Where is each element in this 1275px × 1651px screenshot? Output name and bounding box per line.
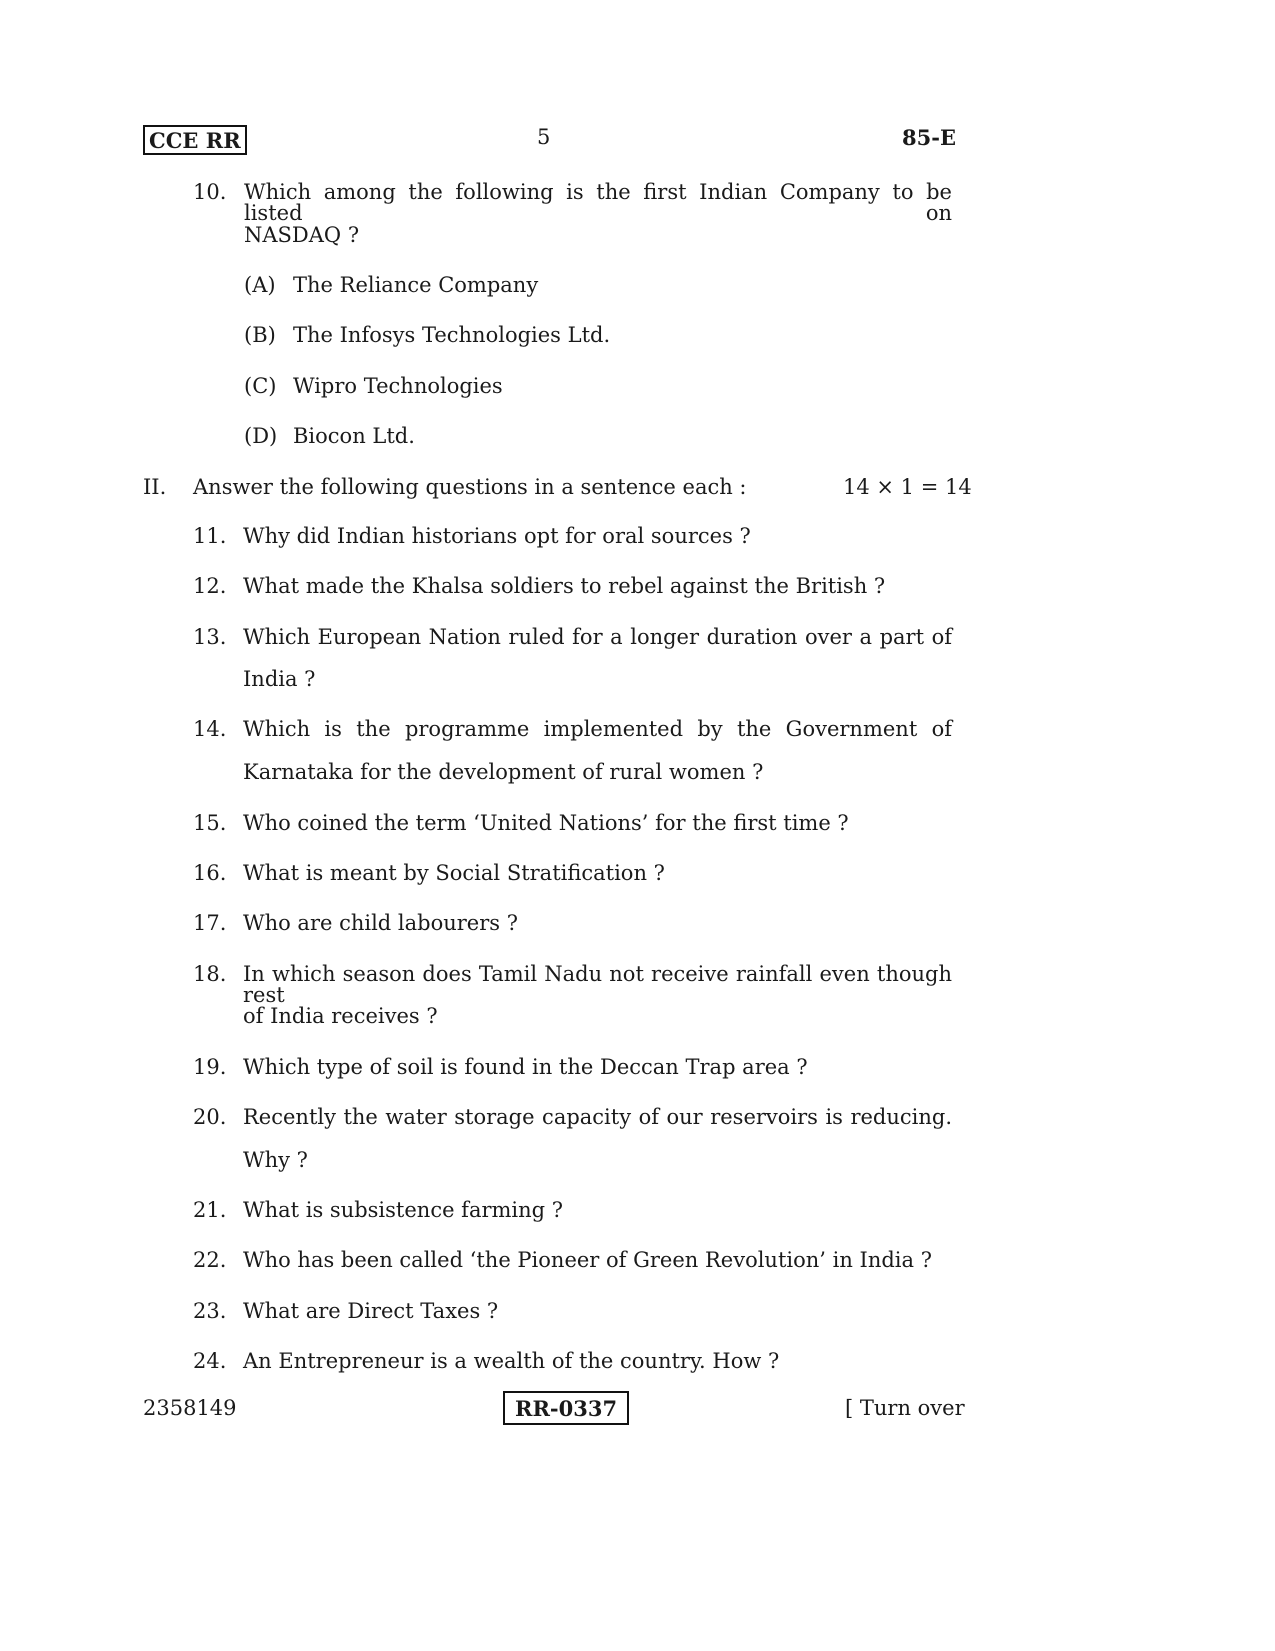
question-number: 17. xyxy=(193,911,227,935)
question-number: 13. xyxy=(193,625,227,649)
paper-code: 85-E xyxy=(902,125,956,150)
option-text-b: The Infosys Technologies Ltd. xyxy=(293,323,611,347)
option-label-a: (A) xyxy=(244,273,276,297)
question-text-line1: What are Direct Taxes ? xyxy=(243,1299,499,1323)
option-text-d: Biocon Ltd. xyxy=(293,424,415,448)
header-code: CCE RR xyxy=(143,125,247,155)
question-number: 14. xyxy=(193,717,227,741)
question-number: 23. xyxy=(193,1299,227,1323)
question-text-line1: What made the Khalsa soldiers to rebel against the British ? xyxy=(243,574,886,598)
question-text-line1: In which season does Tamil Nadu not receive rainfall even though rest xyxy=(243,962,952,1007)
question-text-line1: Who are child labourers ? xyxy=(243,911,518,935)
question-number: 22. xyxy=(193,1248,227,1272)
question-text-line2: of India receives ? xyxy=(243,1004,438,1028)
question-text-line1: Recently the water storage capacity of our reservoirs is reducing. xyxy=(243,1105,952,1129)
question-text-line2: NASDAQ ? xyxy=(244,223,360,247)
question-text-line1: Which type of soil is found in the Deccan Trap area ? xyxy=(243,1055,808,1079)
question-text-line2: India ? xyxy=(243,667,316,691)
question-number: 24. xyxy=(193,1349,227,1373)
footer-serial: 2358149 xyxy=(143,1396,237,1420)
question-text-line1: Who coined the term ‘United Nations’ for the first time ? xyxy=(243,811,849,835)
question-number: 20. xyxy=(193,1105,227,1129)
question-number: 12. xyxy=(193,574,227,598)
option-text-c: Wipro Technologies xyxy=(293,374,503,398)
question-number: 19. xyxy=(193,1055,227,1079)
page-number: 5 xyxy=(537,125,551,149)
option-label-d: (D) xyxy=(244,424,278,448)
question-text-line2: Why ? xyxy=(243,1148,308,1172)
question-text-line1: Which is the programme implemented by the Government of xyxy=(243,717,952,741)
question-number: 11. xyxy=(193,524,227,548)
question-text-line1: Which among the following is the first Indian Company to be listed on xyxy=(244,180,952,225)
footer-code: RR-0337 xyxy=(503,1391,629,1425)
option-label-c: (C) xyxy=(244,374,277,398)
option-label-b: (B) xyxy=(244,323,276,347)
option-text-a: The Reliance Company xyxy=(293,273,539,297)
question-text-line1: What is meant by Social Stratification ? xyxy=(243,861,665,885)
question-text-line1: Who has been called ‘the Pioneer of Green Revolution’ in India ? xyxy=(243,1248,932,1272)
question-number: 15. xyxy=(193,811,227,835)
question-text-line1: Which European Nation ruled for a longer duration over a part of xyxy=(243,625,952,649)
question-number: 10. xyxy=(193,180,227,204)
section-marks: 14 × 1 = 14 xyxy=(843,475,972,499)
question-number: 18. xyxy=(193,962,227,986)
section-numeral: II. xyxy=(143,475,167,499)
question-text-line1: Why did Indian historians opt for oral sources ? xyxy=(243,524,751,548)
question-text-line1: An Entrepreneur is a wealth of the country. How ? xyxy=(243,1349,780,1373)
turn-over: [ Turn over xyxy=(845,1396,965,1420)
question-text-line2: Karnataka for the development of rural women ? xyxy=(243,760,764,784)
question-text-line1: What is subsistence farming ? xyxy=(243,1198,564,1222)
question-number: 16. xyxy=(193,861,227,885)
section-instruction: Answer the following questions in a sentence each : xyxy=(193,475,747,499)
question-number: 21. xyxy=(193,1198,227,1222)
